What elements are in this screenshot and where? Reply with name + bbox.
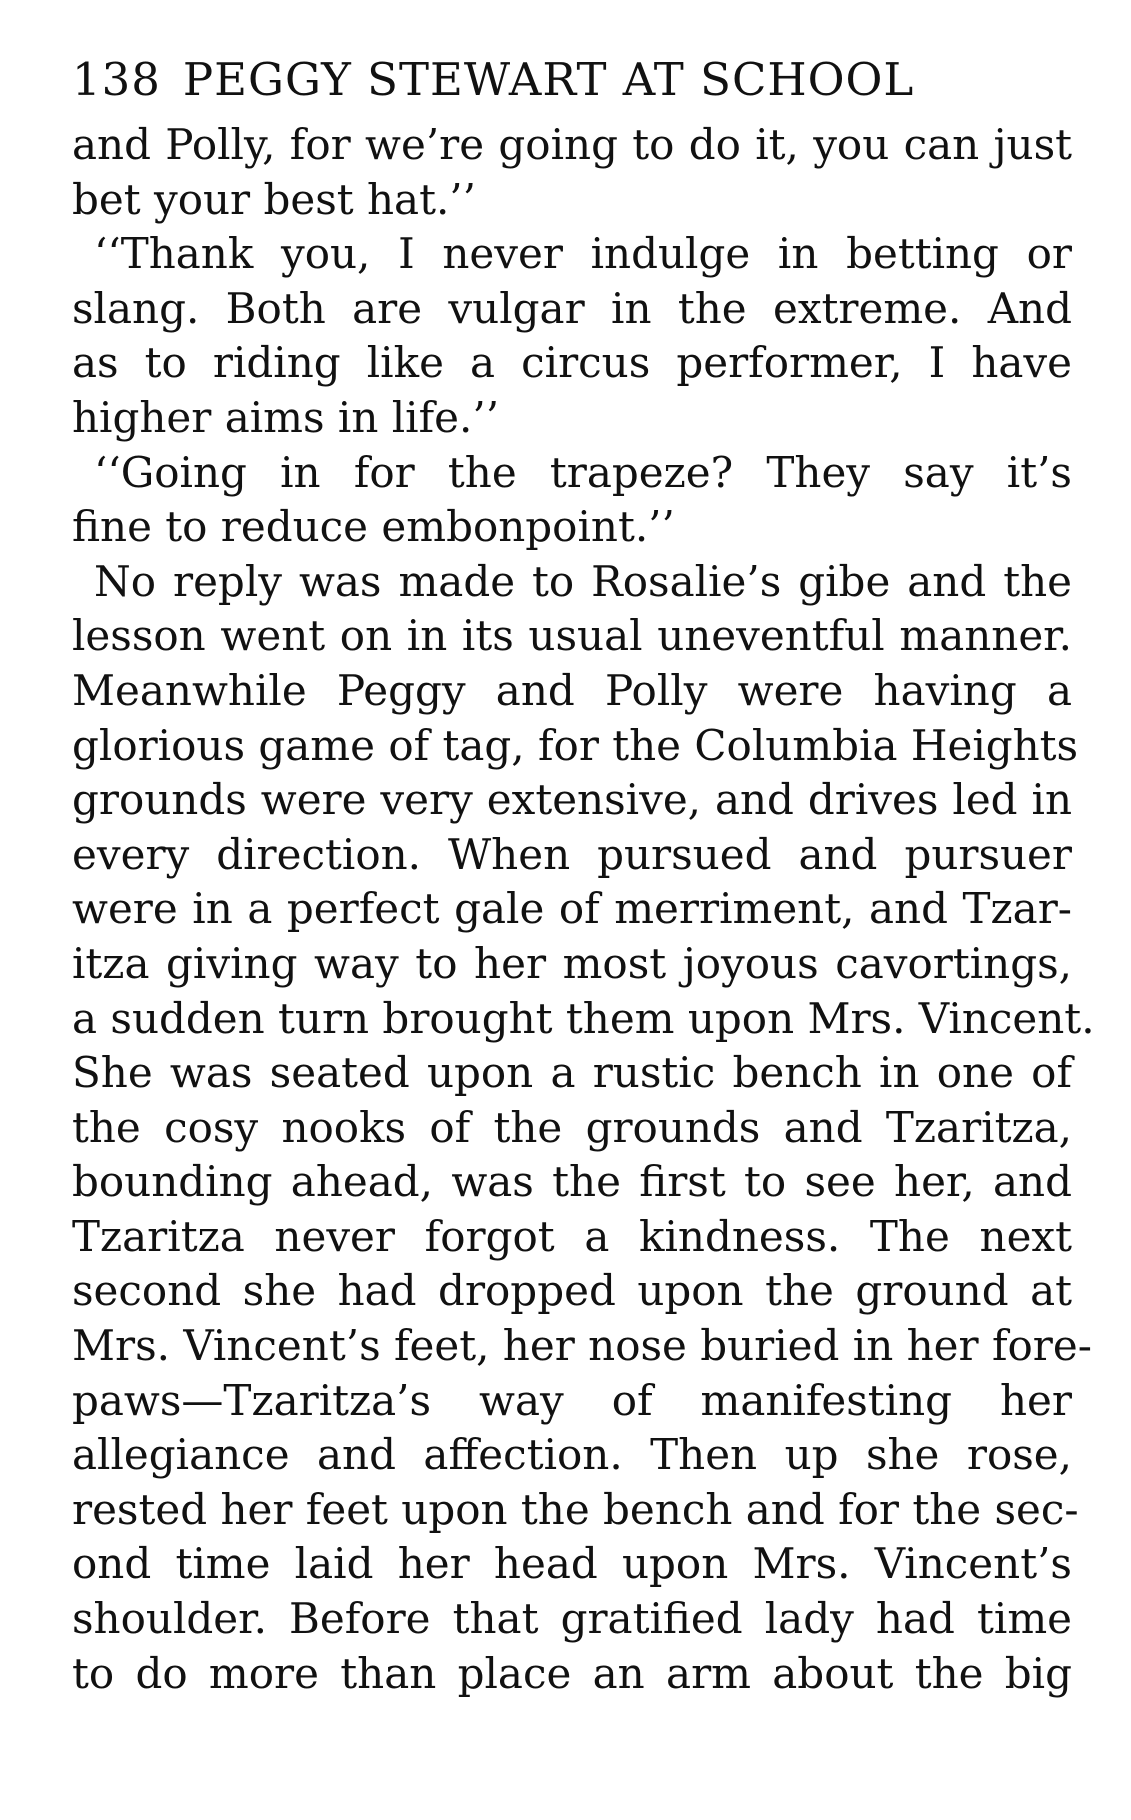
text-line: bounding ahead, was the first to see her, and [72, 1157, 1072, 1207]
book-page [72, 50, 1095, 1701]
text-line: Mrs. Vincent’s feet, her nose buried in her fore- [72, 1321, 1092, 1371]
text-line: ond time laid her head upon Mrs. Vincent’s [72, 1539, 1072, 1589]
text-line: slang. Both are vulgar in the extreme. And [72, 283, 1072, 333]
running-head [72, 50, 1072, 110]
text-line: She was seated upon a rustic bench in one of [72, 1048, 1072, 1098]
text-line: rested her feet upon the bench and for the sec- [72, 1484, 1079, 1534]
text-line: and Polly, for we’re going to do it, you can just [72, 120, 1072, 169]
text-line: Meanwhile Peggy and Polly were having a [72, 665, 1072, 715]
text-line: shoulder. Before that gratified lady had time [72, 1594, 1072, 1644]
text-line: grounds were very extensive, and drives led in [72, 775, 1072, 825]
text-line: a sudden turn brought them upon Mrs. Vincent. [72, 993, 1095, 1043]
text-line: Tzaritza never forgot a kindness. The next [72, 1211, 1072, 1261]
text-line: bet your best hat.’’ [72, 174, 477, 224]
text-line: higher aims in life.’’ [72, 392, 500, 442]
text-line: the cosy nooks of the grounds and Tzaritza, [72, 1102, 1072, 1152]
text-line: fine to reduce embonpoint.’’ [72, 502, 675, 552]
text-line: lesson went on in its usual uneventful manner. [72, 611, 1072, 661]
text-line: as to riding like a circus performer, I have [72, 338, 1072, 388]
text-line: allegiance and affection. Then up she rose, [72, 1430, 1072, 1480]
text-line: itza giving way to her most joyous cavortings, [72, 938, 1072, 988]
body-text [72, 118, 1095, 1701]
text-line: to do more than place an arm about the big [72, 1648, 1072, 1698]
text-line: ‘‘Going in for the trapeze? They say it’s [94, 447, 1072, 497]
text-line: paws—Tzaritza’s way of manifesting her [72, 1375, 1072, 1425]
text-line: No reply was made to Rosalie’s gibe and the [94, 556, 1072, 606]
page-number: 138 [72, 53, 161, 106]
text-line: ‘‘Thank you, I never indulge in betting or [94, 229, 1072, 279]
text-line: second she had dropped upon the ground at [72, 1266, 1072, 1316]
text-line: glorious game of tag, for the Columbia Heights [72, 720, 1079, 770]
text-line: every direction. When pursued and pursuer [72, 829, 1072, 879]
text-line: were in a perfect gale of merriment, and Tzar- [72, 884, 1072, 934]
running-title: PEGGY STEWART AT SCHOOL [182, 53, 915, 106]
